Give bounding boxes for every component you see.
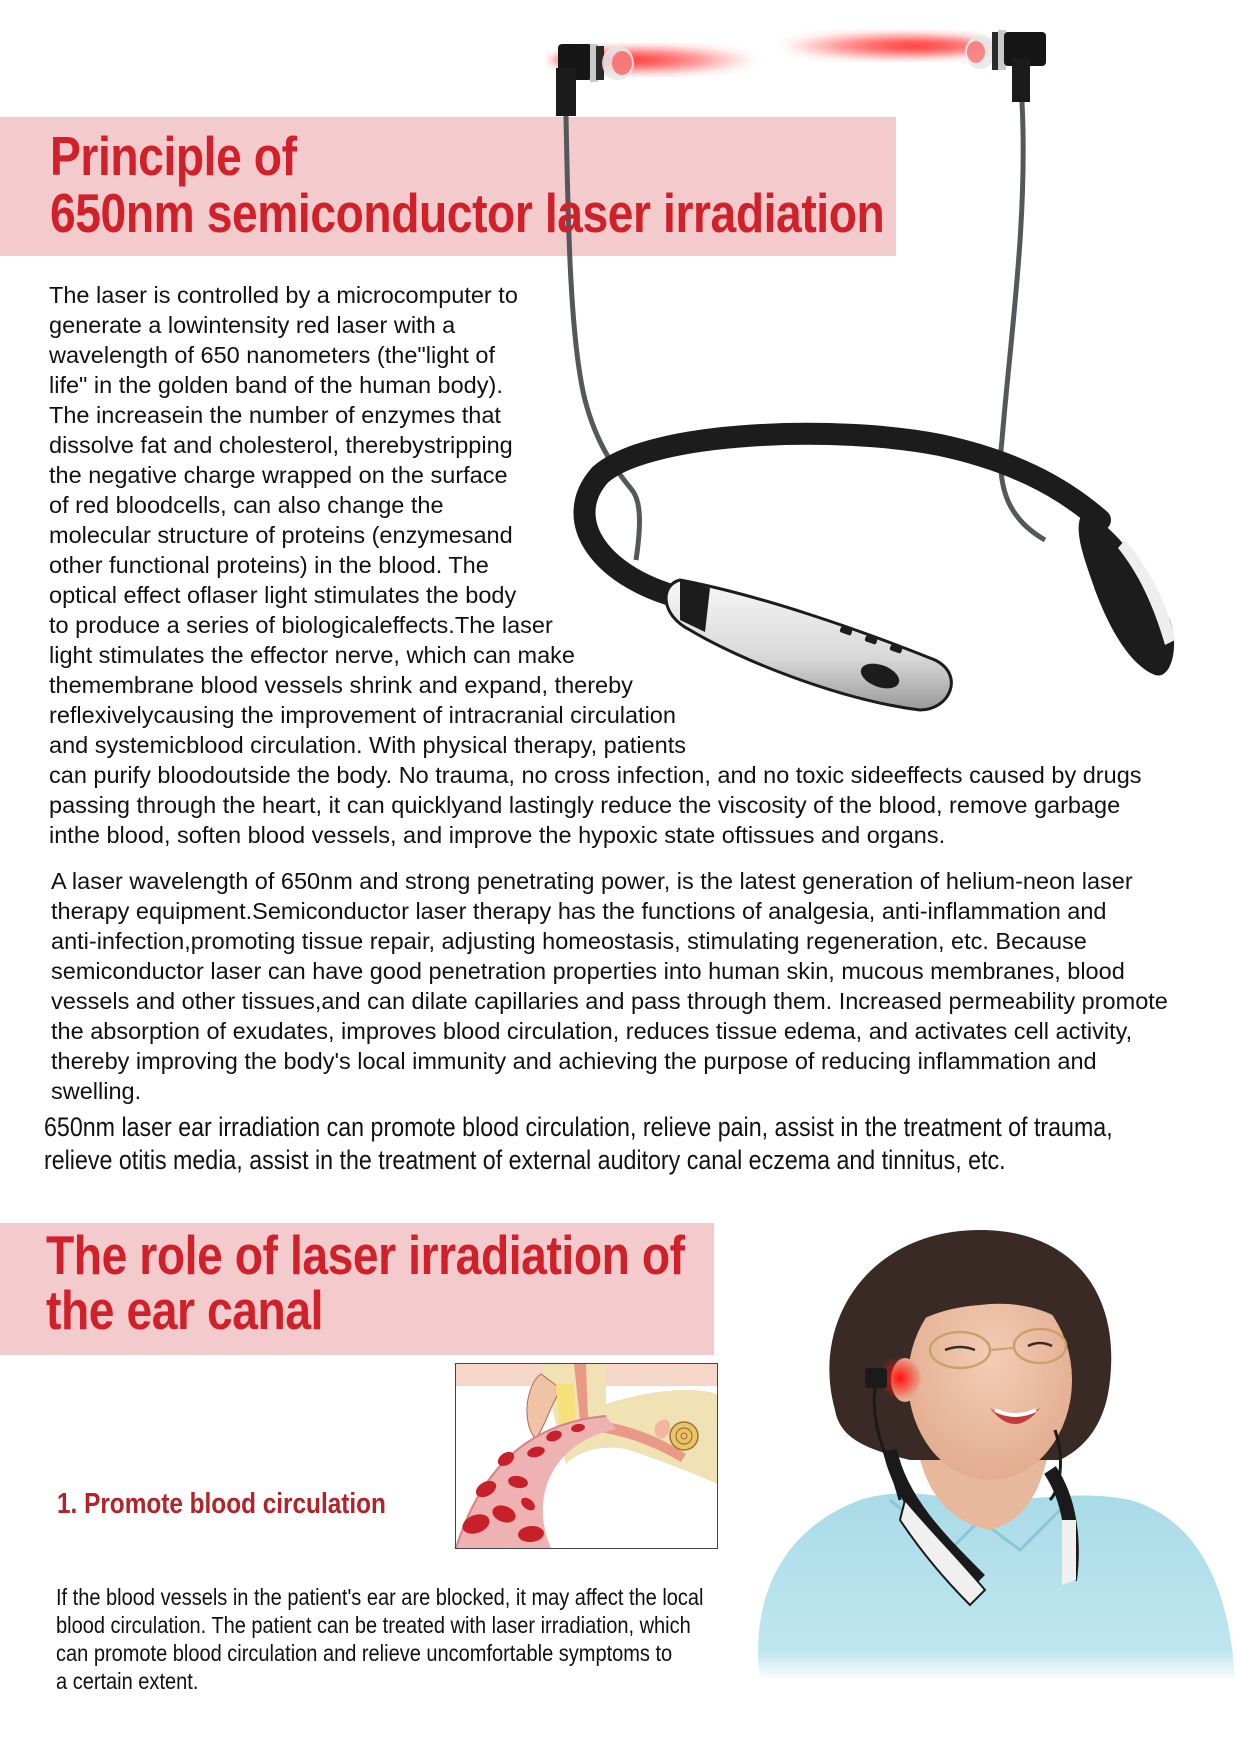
woman-wearing-laser-device-photo	[740, 1200, 1240, 1690]
text-line: If the blood vessels in the patient's ear are blocked, it may affect the local	[56, 1584, 704, 1610]
text-line: to produce a series of biologicaleffects.The laser	[49, 612, 553, 638]
text-line: inthe blood, soften blood vessels, and improve the hypoxic state oftissues and organs.	[49, 822, 946, 848]
text-line: passing through the heart, it can quicklyand lastingly reduce the viscosity of the blood, remove garbage	[49, 792, 1121, 818]
left-earbud	[556, 44, 634, 116]
text-line: of red bloodcells, can also change the	[49, 492, 444, 518]
text-line: thereby improving the body's local immunity and achieving the purpose of reducing inflammation and	[51, 1048, 1097, 1074]
text-line: swelling.	[51, 1078, 142, 1104]
section1-paragraph1	[49, 280, 1142, 850]
section1-title-line1: Principle of	[50, 125, 297, 187]
text-line: therapy equipment.Semiconductor laser therapy has the functions of analgesia, anti-inflammation and	[51, 898, 1107, 924]
text-line: life" in the golden band of the human body).	[49, 372, 503, 398]
text-line: blood circulation. The patient can be treated with laser irradiation, which	[56, 1612, 691, 1638]
text-line: semiconductor laser can have good penetration properties into human skin, mucous membranes, blood	[51, 958, 1125, 984]
text-line: and systemicblood circulation. With physical therapy, patients	[49, 732, 686, 758]
text-line: optical effect oflaser light stimulates the body	[49, 582, 517, 608]
text-line: molecular structure of proteins (enzymesand	[49, 522, 513, 548]
section2-subheading: 1. Promote blood circulation	[57, 1488, 386, 1520]
text-line: The laser is controlled by a microcomputer to	[49, 282, 518, 308]
text-line: generate a lowintensity red laser with a	[49, 312, 456, 338]
text-line: wavelength of 650 nanometers (the"light of	[49, 342, 495, 368]
text-line: the absorption of exudates, improves blood circulation, reduces tissue edema, and activates cell activity,	[51, 1018, 1133, 1044]
text-line: light stimulates the effector nerve, which can make	[49, 642, 575, 668]
section1-title-line2: 650nm semiconductor laser irradiation	[50, 182, 885, 244]
section1-paragraph2	[51, 866, 1168, 1106]
section2-title-line1: The role of laser irradiation of	[46, 1224, 685, 1286]
text-line: can promote blood circulation and relieve uncomfortable symptoms to	[56, 1640, 673, 1666]
text-line: dissolve fat and cholesterol, therebystripping	[49, 432, 513, 458]
text-line: other functional proteins) in the blood. The	[49, 552, 489, 578]
text-line: a certain extent.	[56, 1668, 199, 1694]
text-line: relieve otitis media, assist in the treatment of external auditory canal eczema and tinnitus, etc.	[44, 1145, 1006, 1175]
text-line: reflexivelycausing the improvement of intracranial circulation	[49, 702, 676, 728]
text-line: can purify bloodoutside the body. No trauma, no cross infection, and no toxic sideeffects caused by drugs	[49, 762, 1142, 788]
text-line: themembrane blood vessels shrink and expand, thereby	[49, 672, 633, 698]
text-line: A laser wavelength of 650nm and strong penetrating power, is the latest generation of helium-neon laser	[51, 868, 1133, 894]
section2-title	[46, 1224, 685, 1341]
text-line: anti-infection,promoting tissue repair, adjusting homeostasis, stimulating regeneration, etc. Because	[51, 928, 1087, 954]
section2-paragraph	[56, 1583, 703, 1695]
section1-title	[50, 125, 885, 244]
text-line: The increasein the number of enzymes that	[49, 402, 501, 428]
ear-canal-blood-vessel-illustration	[455, 1363, 718, 1549]
right-earbud	[965, 30, 1046, 102]
text-line: the negative charge wrapped on the surface	[49, 462, 508, 488]
section2-title-line2: the ear canal	[46, 1279, 324, 1341]
section1-paragraph3	[44, 1111, 1113, 1177]
text-line: vessels and other tissues,and can dilate capillaries and pass through them. Increased permeability promote	[51, 988, 1168, 1014]
text-line: 650nm laser ear irradiation can promote blood circulation, relieve pain, assist in the treatment of trauma,	[44, 1112, 1113, 1142]
